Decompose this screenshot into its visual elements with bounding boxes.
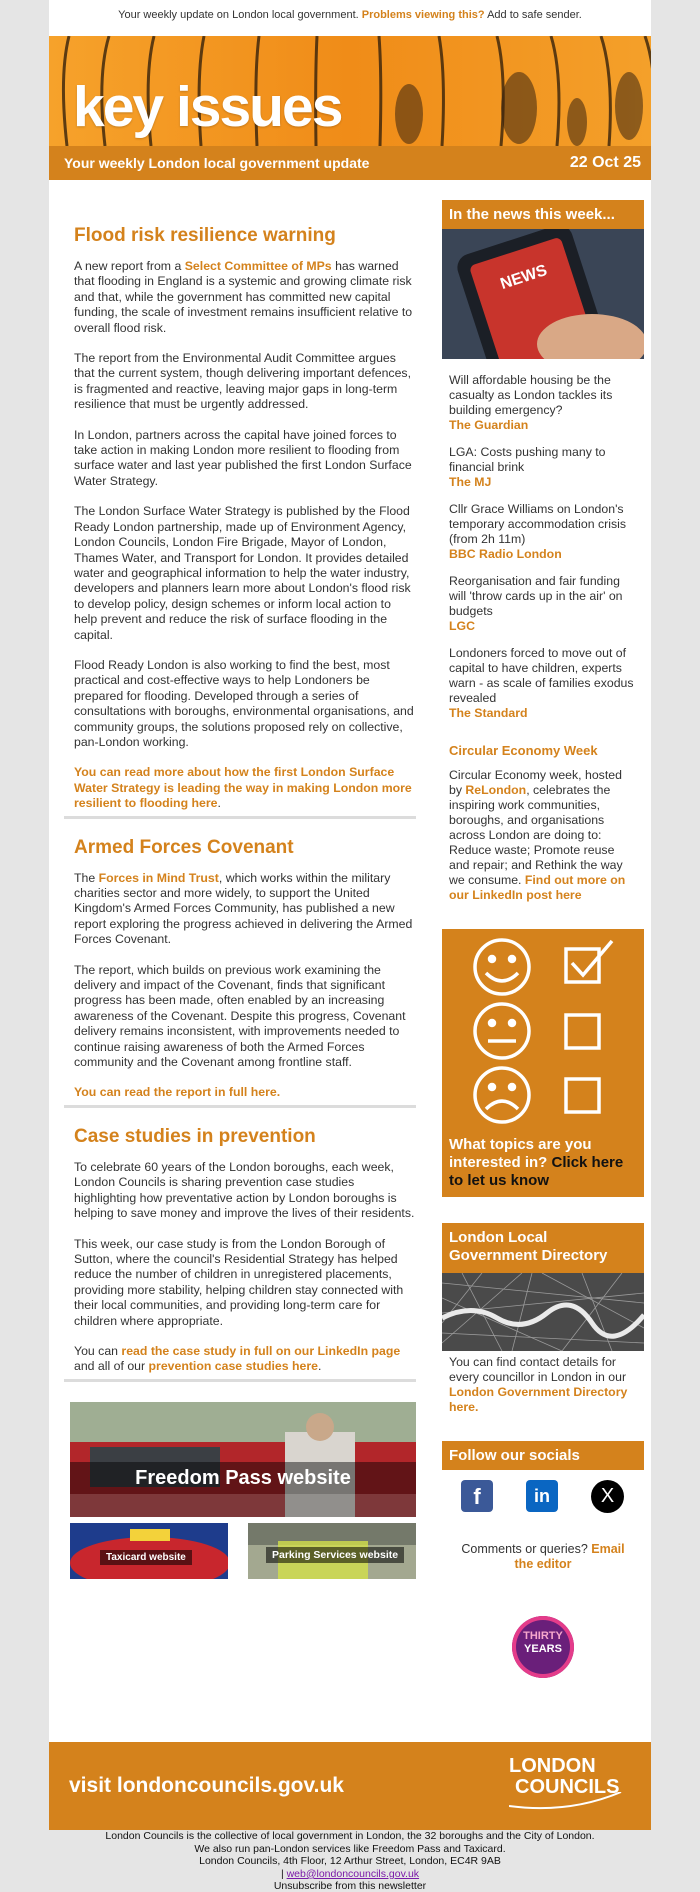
surface-water-strategy-link[interactable]: You can read more about how the first London Surface Water Strategy is leading the way in making London more resilient to flooding here (74, 765, 412, 811)
survey-box[interactable] (442, 929, 644, 1197)
service-banners (70, 1523, 416, 1581)
case-study-linkedin-link[interactable]: read the case study in full on our LinkedIn page (121, 1343, 401, 1358)
read-report-link[interactable]: You can read the report in full here. (74, 1085, 281, 1100)
news-item[interactable]: Will affordable housing be the casualty as London tackles its building emergency? The Guardian (442, 373, 644, 433)
footer-band (49, 1742, 651, 1830)
main-column (70, 180, 416, 1581)
article-cta (74, 1085, 416, 1100)
facebook-icon[interactable]: f (461, 1480, 493, 1512)
article-flood (70, 225, 416, 812)
in-the-news-heading: In the news this week... (442, 200, 644, 229)
news-source: BBC Radio London (449, 547, 562, 561)
unsubscribe-link[interactable]: Unsubscribe from this newsletter (273, 1880, 427, 1892)
hero-banner (49, 36, 651, 146)
news-source: The Guardian (449, 418, 529, 432)
taxicard-label: Taxicard website (100, 1550, 192, 1565)
survey-text: What topics are you interested in? Click here to let us know (449, 1136, 624, 1189)
news-item[interactable]: Cllr Grace Williams on London's temporary accommodation crisis (from 2h 11m) BBC Radio London (442, 502, 644, 562)
article-paragraph: This week, our case study is from the London Borough of Sutton, where the council's Residential Strategy has helped reduce the number of children in unregistered placements, providing more stability, helping children stay connected with their local communities, and providing long-term care for children where appropriate. (74, 1236, 404, 1328)
email-editor-link[interactable]: Email the editor (514, 1542, 625, 1571)
logo-line1: LONDON (509, 1755, 596, 1777)
safe-sender-text: Add to safe sender. (487, 9, 582, 21)
london-map-graphic (442, 1273, 644, 1351)
subtitle-text: Your weekly London local government update (64, 155, 370, 171)
freedom-pass-banner[interactable] (70, 1402, 416, 1517)
article-paragraph: The report from the Environmental Audit Committee argues that the current system, though delivering important defences, is fragmented and reactive, leaving major gaps in long-term resilience that must be urgently addressed. (74, 351, 411, 412)
article-paragraph: The London Surface Water Strategy is published by the Flood Ready London partnership, made up of Environment Agency, London Councils, London Fire Brigade, Mayor of London, Thames Water, and Transport for London. It provides detailed water and geographical information to help the water industry, developers and planners learn more about London's flood risk to develop policy, design schemes or inform local action to help prevent and reduce the risk of surface flooding in the capital. (74, 504, 411, 642)
thirty-line2: YEARS (524, 1643, 562, 1655)
freedom-pass-photo (70, 1402, 416, 1517)
article-title: Armed Forces Covenant (74, 836, 294, 858)
article-prevention (70, 1126, 416, 1375)
footer-line1: London Councils is the collective of local government in London, the 32 boroughs and the City of London. (105, 1830, 595, 1842)
subtitle-bar (49, 146, 651, 180)
linkedin-icon[interactable]: in (526, 1480, 558, 1512)
newsletter-body (49, 180, 651, 1742)
circular-economy-text: Circular Economy week, hosted by ReLondon, celebrates the inspiring work communities, boroughs, and organisations across London are doing to: Reduce waste; Promote reuse and repair; and Rethink the way we consume. Find out more on our LinkedIn post here (449, 768, 626, 902)
footer-line3: London Councils, 4th Floor, 12 Arthur Street, London, EC4R 9AB (199, 1855, 501, 1868)
section-divider (64, 1379, 416, 1382)
parking-services-label: Parking Services website (266, 1547, 404, 1563)
linkedin-post-link[interactable]: Find out more on our LinkedIn post here (449, 873, 626, 902)
news-source: The MJ (449, 475, 492, 489)
footer-email-link[interactable]: web@londoncouncils.gov.uk (286, 1867, 420, 1880)
comments-text: Comments or queries? Email the editor (461, 1542, 625, 1571)
directory-heading: London Local Government Directory (442, 1223, 644, 1273)
sidebar (442, 200, 644, 1678)
thirty-line1: THIRTY (523, 1630, 563, 1642)
article-paragraph: You can read the case study in full on our LinkedIn page and all of our prevention case studies here. (74, 1343, 401, 1374)
news-image-label: NEWS (498, 262, 550, 294)
social-icons (442, 1470, 644, 1520)
preheader (49, 0, 651, 36)
preheader-text: Your weekly update on London local government. (118, 9, 359, 21)
news-item[interactable]: Reorganisation and fair funding will 'throw cards up in the air' on budgets LGC (442, 574, 644, 634)
directory-map-image[interactable] (442, 1273, 644, 1351)
london-councils-logo[interactable] (509, 1756, 629, 1816)
news-source: LGC (449, 619, 475, 633)
logo-line2: COUNCILS (515, 1776, 620, 1798)
article-paragraph: The Forces in Mind Trust, which works within the military charities sector and more widely, to support the United Kingdom's Armed Forces Community, has published a new report exploring the progress achieved in delivering the Armed Forces Covenant. (74, 870, 413, 947)
freedom-pass-label: Freedom Pass website (70, 1462, 416, 1494)
article-title: Case studies in prevention (74, 1125, 316, 1147)
circular-economy-heading: Circular Economy Week (449, 743, 598, 758)
survey-link[interactable]: Click here to let us know (449, 1154, 624, 1189)
select-committee-link[interactable]: Select Committee of MPs (184, 259, 332, 273)
article-paragraph: The report, which builds on previous work examining the delivery and impact of the Covenant, finds that significant progress has been made, often enabled by an increasing awareness of the Covenant. Despite this progress, Covenant delivery remains inconsistent, with improvements needed to continue raising awareness of both the Armed Forces community and the Covenant among frontline staff. (74, 962, 406, 1070)
footer-email-row: | web@londoncouncils.gov.uk (280, 1867, 420, 1880)
section-divider (64, 816, 416, 819)
logo-swoosh (509, 1792, 629, 1812)
x-icon[interactable]: X (591, 1480, 624, 1513)
taxicard-banner[interactable] (70, 1523, 228, 1579)
article-paragraph: Flood Ready London is also working to find the best, most practical and cost-effective ways to help Londoners be prepared for flooding. Developed through a series of consultations with boroughs, environmental organisations, and community groups, the solutions proposed rely on collective, pan-London working. (74, 657, 414, 749)
problems-viewing-link[interactable]: Problems viewing this? (361, 9, 485, 21)
directory-text: You can find contact details for every councillor in London in our London Government Directory here. (449, 1355, 628, 1414)
visit-website-link[interactable]: visit londoncouncils.gov.uk (69, 1774, 344, 1797)
parking-services-banner[interactable] (248, 1523, 416, 1579)
phone-news-icon (442, 229, 644, 359)
relondon-link[interactable]: ReLondon (465, 783, 527, 797)
footer-line2: We also run pan-London services like Freedom Pass and Taxicard. (194, 1842, 506, 1855)
article-paragraph: In London, partners across the capital have joined forces to take action in making London more resilient to flooding from surface water and last year published the first London Surface Water Strategy. (74, 427, 412, 488)
section-divider (64, 1105, 416, 1108)
article-cta: You can read more about how the first London Surface Water Strategy is leading the way in making London more resilient to flooding here. (74, 765, 412, 811)
article-paragraph: A new report from a Select Committee of MPs has warned that flooding in England is a systemic and growing climate risk and that, while the government has committed new capital funding, the scale of investment remains insufficient relative to overall flood risk. (74, 259, 413, 335)
prevention-case-studies-link[interactable]: prevention case studies here (148, 1359, 319, 1374)
article-armed-forces (70, 837, 416, 1101)
thirty-years-badge (512, 1616, 574, 1678)
feedback-faces-graphic (442, 929, 644, 1134)
news-item[interactable]: Londoners forced to move out of capital to have children, experts warn - as scale of families exodus revealed The Standard (442, 646, 644, 721)
forces-in-mind-link[interactable]: Forces in Mind Trust (98, 870, 219, 885)
article-title: Flood risk resilience warning (74, 225, 336, 246)
news-item[interactable]: LGA: Costs pushing many to financial brink The MJ (442, 445, 644, 490)
news-image (442, 229, 644, 359)
issue-date: 22 Oct 25 (569, 154, 641, 171)
article-paragraph: To celebrate 60 years of the London boroughs, each week, London Councils is sharing prevention case studies highlighting how preventative action by London boroughs is helping to save money and improve the lives of their residents. (74, 1159, 415, 1221)
follow-socials-heading: Follow our socials (442, 1441, 644, 1470)
news-source: The Standard (449, 706, 528, 720)
hero-title: key issues (73, 75, 342, 139)
footer-fine-print (49, 1830, 651, 1892)
directory-link[interactable]: London Government Directory here. (449, 1385, 628, 1414)
news-list (442, 373, 644, 721)
